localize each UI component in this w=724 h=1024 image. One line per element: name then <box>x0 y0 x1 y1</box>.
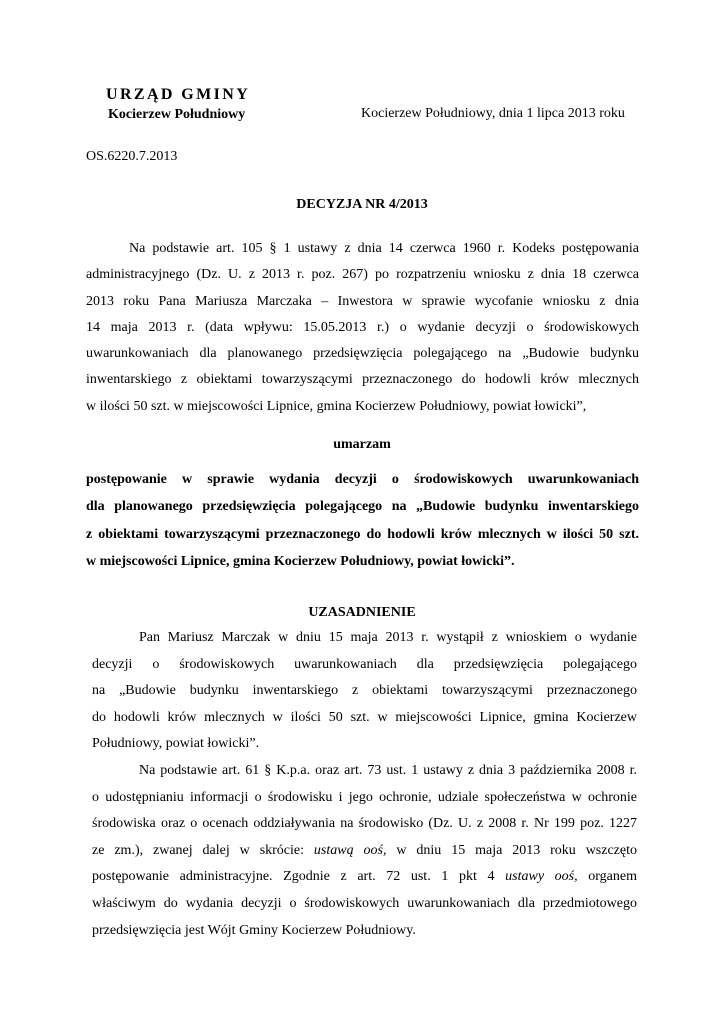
decision-title: DECYZJA NR 4/2013 <box>296 197 428 212</box>
decision-intro-paragraph <box>86 236 639 420</box>
text-segment: ze zm.), zwanej dalej w skrócie: <box>92 842 314 858</box>
paragraph-line: 2013 roku Pana Mariusza Marczaka – Inwestora w sprawie wycofanie wniosku z dnia <box>86 293 639 309</box>
paragraph-line: przedsięwzięcia jest Wójt Gminy Kocierzew Południowy. <box>92 922 416 938</box>
paragraph-line: w miejscowości Lipnice, gmina Kocierzew Południowy, powiat łowicki”. <box>86 553 515 569</box>
place-and-date: Kocierzew Południowy, dnia 1 lipca 2013 roku <box>361 106 625 121</box>
paragraph-line: uwarunkowaniach dla planowanego przedsięwzięcia polegającego na „Budowie budynku <box>86 346 639 362</box>
paragraph-line: do hodowli krów mlecznych w ilości 50 szt. w miejscowości Lipnice, gmina Kocierzew <box>92 709 637 725</box>
justification-paragraph-2 <box>92 758 637 944</box>
paragraph-line: Na podstawie art. 105 § 1 ustawy z dnia 14 czerwca 1960 r. Kodeks postępowania <box>129 241 639 256</box>
emphasized-term: ustawy ooś <box>505 869 575 885</box>
paragraph-line: o udostępnianiu informacji o środowisku i jego ochronie, udziale społeczeństwa w ochronie <box>92 789 637 805</box>
paragraph-line: administracyjnego (Dz. U. z 2013 r. poz. 267) po rozpatrzeniu wniosku z dnia 18 czerwca <box>86 267 639 283</box>
text-segment: postępowanie administracyjne. Zgodnie z art. 72 ust. 1 pkt 4 <box>92 869 506 885</box>
paragraph-line: inwentarskiego z obiektami towarzyszącymi przeznaczonego do hodowli krów mlecznych <box>86 372 639 388</box>
paragraph-line: dla planowanego przedsięwzięcia polegającego na „Budowie budynku inwentarskiego <box>86 499 639 515</box>
justification-paragraph-1 <box>92 625 637 758</box>
case-number: OS.6220.7.2013 <box>86 149 178 164</box>
paragraph-line: Na podstawie art. 61 § K.p.a. oraz art. 73 ust. 1 ustawy z dnia 3 października 2008 r. <box>139 763 637 778</box>
text-segment: w dniu 15 maja 2013 roku wszczęto <box>386 842 637 858</box>
verdict-paragraph <box>86 466 639 575</box>
justification-title: UZASADNIENIE <box>308 605 416 620</box>
emphasized-term: ustawą ooś, <box>313 842 387 858</box>
paragraph-line: decyzji o środowiskowych uwarunkowaniach dla przedsięwzięcia polegającego <box>92 656 637 672</box>
office-name: URZĄD GMINY <box>106 86 251 103</box>
office-subtitle: Kocierzew Południowy <box>108 107 246 122</box>
paragraph-line <box>92 864 637 891</box>
paragraph-line: Południowy, powiat łowicki”. <box>92 736 260 751</box>
verdict-word: umarzam <box>333 437 391 452</box>
paragraph-line: Pan Mariusz Marczak w dniu 15 maja 2013 r. wystąpił z wnioskiem o wydanie <box>139 630 637 645</box>
paragraph-line: środowiska oraz o ocenach oddziaływania na środowisko (Dz. U. z 2008 r. Nr 199 poz. 1227 <box>92 816 637 832</box>
paragraph-line <box>92 838 637 865</box>
paragraph-line: na „Budowie budynku inwentarskiego z obiektami towarzyszącymi przeznaczonego <box>92 683 637 698</box>
paragraph-line: 14 maja 2013 r. (data wpływu: 15.05.2013 r.) o wydanie decyzji o środowiskowych <box>86 319 639 335</box>
paragraph-line: w ilości 50 szt. w miejscowości Lipnice, gmina Kocierzew Południowy, powiat łowicki”, <box>86 398 587 414</box>
paragraph-line: z obiektami towarzyszącymi przeznaczonego do hodowli krów mlecznych w ilości 50 szt. <box>86 526 639 542</box>
text-segment: , organem <box>574 869 637 885</box>
paragraph-line: właściwym do wydania decyzji o środowiskowych uwarunkowaniach dla przedmiotowego <box>92 895 637 911</box>
paragraph-line: postępowanie w sprawie wydania decyzji o środowiskowych uwarunkowaniach <box>86 472 639 487</box>
